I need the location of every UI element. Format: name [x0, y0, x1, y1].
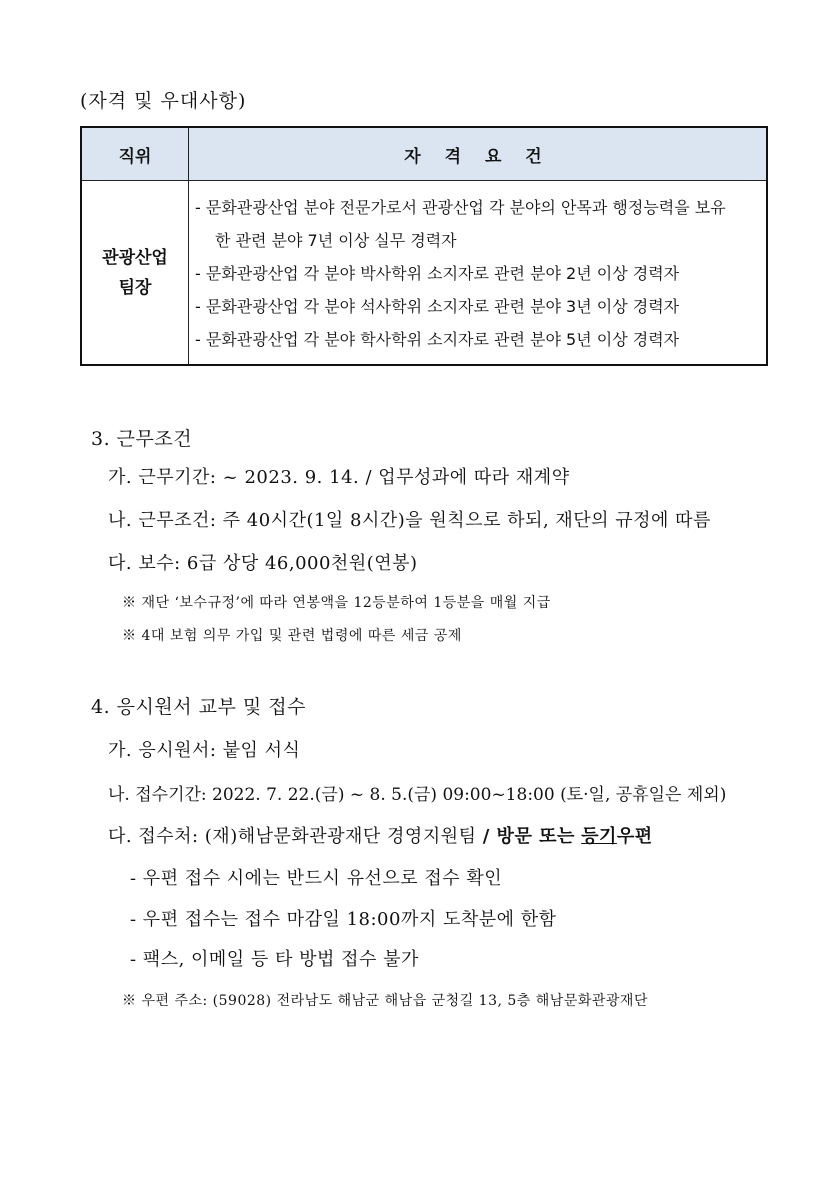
header-position: 직위 — [81, 127, 189, 181]
requirement-item: - 문화관광산업 분야 전문가로서 관광산업 각 분야의 안목과 행정능력을 보유 — [195, 198, 726, 217]
section4-title: 4. 응시원서 교부 및 접수 — [91, 696, 306, 718]
position-cell — [81, 181, 189, 366]
list-item: - 팩스, 이메일 등 타 방법 접수 불가 — [130, 949, 419, 970]
table-row — [81, 181, 767, 366]
address-note: ※ 우편 주소: (59028) 전라남도 해남군 해남읍 군청길 13, 5층 해남문화관광재단 — [122, 993, 648, 1009]
position-line: 팀장 — [118, 277, 152, 298]
work-conditions: 나. 근무조건: 주 40시간(1일 8시간)을 원칙으로 하되, 재단의 규정에 따름 — [108, 510, 711, 531]
insurance-note: ※ 4대 보험 의무 가입 및 관련 법령에 따른 세금 공제 — [122, 628, 462, 644]
section3-title: 3. 근무조건 — [91, 428, 193, 450]
list-item: - 우편 접수는 접수 마감일 18:00까지 도착분에 한함 — [130, 909, 557, 930]
application-method: / 방문 또는 — [482, 826, 575, 847]
requirement-item: - 문화관광산업 각 분야 학사학위 소지자로 관련 분야 5년 이상 경력자 — [195, 330, 680, 349]
salary: 다. 보수: 6급 상당 46,000천원(연봉) — [108, 553, 418, 574]
salary-note: ※ 재단 ‘보수규정’에 따라 연봉액을 12등분하여 1등분을 매월 지급 — [122, 595, 551, 611]
header-requirements: 자 격 요 건 — [189, 127, 768, 181]
application-form: 가. 응시원서: 붙임 서식 — [108, 740, 301, 761]
registered-mail: 등기 — [581, 826, 617, 847]
work-period: 가. 근무기간: ~ 2023. 9. 14. / 업무성과에 따라 재계약 — [108, 467, 570, 488]
position-line: 관광산업 — [102, 247, 168, 268]
mail-label: 우편 — [616, 826, 653, 847]
qualifications-table — [80, 126, 768, 366]
application-place — [108, 822, 653, 848]
requirements-cell — [189, 181, 768, 366]
application-place-prefix: 다. 접수처: (재)해남문화관광재단 경영지원팀 — [108, 826, 477, 847]
qualifications-title: (자격 및 우대사항) — [80, 90, 247, 112]
requirement-item: - 문화관광산업 각 분야 박사학위 소지자로 관련 분야 2년 이상 경력자 — [195, 264, 680, 283]
requirement-item: - 문화관광산업 각 분야 석사학위 소지자로 관련 분야 3년 이상 경력자 — [195, 297, 680, 316]
table-header-row — [81, 127, 767, 181]
application-period: 나. 접수기간: 2022. 7. 22.(금) ~ 8. 5.(금) 09:00~18:00 (토·일, 공휴일은 제외) — [108, 785, 727, 805]
list-item: - 우편 접수 시에는 반드시 유선으로 접수 확인 — [130, 868, 503, 889]
requirement-item-continued: 한 관련 분야 7년 이상 실무 경력자 — [215, 231, 457, 250]
